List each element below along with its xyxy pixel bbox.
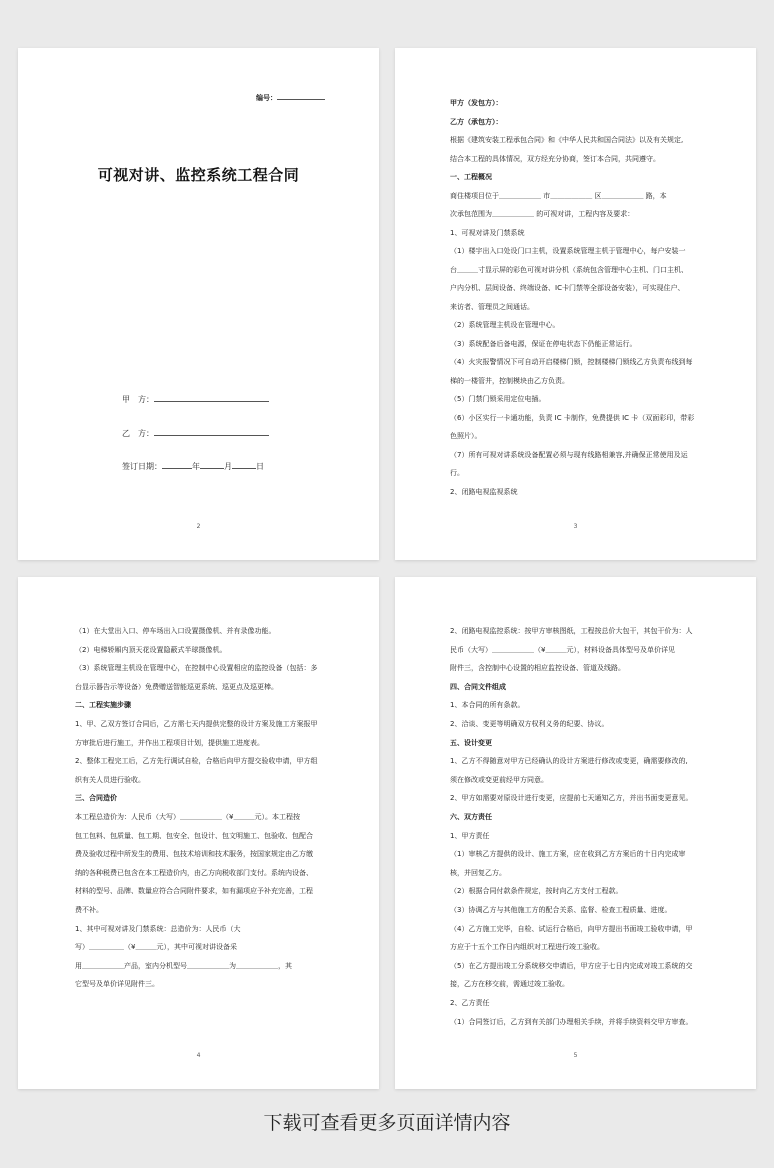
section-heading: 三、合同造价 (75, 794, 117, 803)
body-text-line: 写）＿＿＿＿＿（¥＿＿＿元），其中可视对讲设备采 (75, 943, 237, 952)
body-text-line: 1、乙方不得随意对甲方已经确认的设计方案进行修改或变更，确需要修改的, (450, 757, 688, 766)
contract-title: 可视对讲、监控系统工程合同 (97, 166, 300, 184)
body-text-line: 2、洽谈、变更等明确双方权利义务的纪要、协议。 (450, 720, 609, 728)
body-text-line: 接，乙方在移交前，需通过竣工验收。 (450, 980, 569, 989)
body-text-line: （3）系统配备后备电源，保证在停电状态下仍能正常运行。 (450, 339, 637, 348)
body-text-line: 用＿＿＿＿＿＿产品，室内分机型号＿＿＿＿＿＿为＿＿＿＿＿＿，其 (75, 961, 292, 970)
body-text-line: 1、甲、乙双方签订合同后，乙方需七天内提供完整的设计方案及施工方案报甲 (75, 720, 318, 728)
body-text-line: （1）楼宇出入口处设门口主机，设置系统管理主机于管理中心，每户安装一 (450, 247, 686, 255)
contract-number-field (256, 93, 325, 103)
document-page-5 (395, 577, 756, 1089)
body-text-line: 2、闭路电视监控系统：按甲方审核图纸，工程按总价大包干，其包干价为：人 (450, 627, 693, 635)
body-text-line: 本工程总造价为：人民币（大写）＿＿＿＿＿＿（¥＿＿＿元）。本工程按 (75, 813, 300, 821)
body-text-line: 方应于十五个工作日内组织对工程进行竣工验收。 (450, 943, 604, 952)
page-number: 2 (196, 523, 201, 530)
section-heading: 六、双方责任 (450, 813, 492, 821)
body-text-line: 户内分机、层间设备、终端设备、IC卡门禁等全部设备安装），可实现住户、 (450, 284, 685, 292)
body-text-line: 2、乙方责任 (450, 999, 490, 1007)
body-text-line: 台显示器告示等设备）免费赠送智能巡更系统、巡更点及巡更棒。 (75, 682, 278, 691)
page-number: 5 (573, 1052, 578, 1059)
section-heading: 乙方（承包方）： (450, 117, 503, 126)
contract-number-label: 编号： (256, 94, 277, 102)
body-text-line: （1）审核乙方提供的设计、施工方案，应在收到乙方方案后的十日内完成审 (450, 850, 686, 859)
document-page-cover (18, 48, 379, 560)
body-text-line: 1、其中可视对讲及门禁系统：总造价为：人民币（大 (75, 924, 241, 933)
body-text-line: 色照片）。 (450, 432, 482, 440)
body-text-line: 纳的各种税费已包含在本工程造价内，由乙方向税收部门支付。系统内设备、 (75, 868, 313, 877)
body-text-line: （7）所有可视对讲系统设备配置必须与现有线路相兼容,并确保正常使用及运 (450, 450, 688, 459)
body-text-line: 次承包范围为＿＿＿＿＿＿ 的可视对讲，工程内容及要求： (450, 210, 635, 218)
body-text-line: （3）系统管理主机设在管理中心，在控制中心设置相应的监控设备（包括：多 (75, 664, 318, 673)
body-text-line: （2）电梯轿厢内顶天花设置隐蔽式半球摄像机。 (75, 645, 227, 654)
body-text-line: 行。 (450, 469, 464, 477)
body-text-line: 材料的型号、品牌、数量应符合合同附件要求，如有漏项应予补充完善，工程 (75, 887, 313, 896)
page-number: 3 (573, 523, 578, 530)
body-text-line: 费及验收过程中所发生的费用、包技术培训和技术服务，按国家规定由乙方缴 (75, 850, 313, 859)
body-text-line: 须在修改或变更前经甲方同意。 (450, 775, 548, 784)
party-b-label: 乙 方： (122, 429, 154, 438)
body-text-line: 它型号及单价详见附件三。 (75, 980, 159, 989)
body-text-line: 台＿＿＿寸显示屏的彩色可视对讲分机（系统包含管理中心主机、门口主机、 (450, 265, 688, 274)
party-a-field (122, 394, 269, 405)
body-text-line: 商住楼项目位于＿＿＿＿＿＿ 市＿＿＿＿＿＿ 区＿＿＿＿＿＿ 路，本 (450, 191, 667, 200)
page-number: 4 (196, 1052, 201, 1059)
party-b-field (122, 428, 269, 439)
body-text-line: （4）乙方施工完毕，自检、试运行合格后，向甲方提出书面竣工验收申请，甲 (450, 924, 693, 933)
document-page-4 (18, 577, 379, 1089)
body-text-line: 1、可视对讲及门禁系统 (450, 228, 525, 237)
section-heading: 五、设计变更 (450, 738, 492, 747)
body-text-line: 结合本工程的具体情况，双方经充分协商，签订本合同，共同遵守。 (450, 154, 660, 163)
party-a-label: 甲 方： (122, 395, 154, 404)
section-heading: 甲方（发包方）： (450, 99, 503, 107)
body-text-line: （3）协调乙方与其他施工方的配合关系、监督、检查工程质量、进度。 (450, 906, 672, 914)
body-text-line: 民币（大写）＿＿＿＿＿＿（¥＿＿＿元），材料设备具体型号及单价详见 (450, 645, 675, 654)
body-text-line: （2）系统管理主机设在管理中心。 (450, 321, 560, 329)
sign-month-label: 月 (224, 462, 232, 471)
body-text-line: 来访者、管理员之间通话。 (450, 302, 534, 311)
sign-date-label: 签订日期： (122, 462, 162, 471)
body-text-line: （1）合同签订后，乙方到有关部门办理相关手续，并将手续资料交甲方审查。 (450, 1017, 693, 1026)
document-page-3 (395, 48, 756, 560)
body-text-line: 1、甲方责任 (450, 831, 490, 840)
download-more-banner[interactable]: 下载可查看更多页面详情内容 (263, 1112, 511, 1134)
body-text-line: （2）根据合同付款条件规定，按时向乙方支付工程款。 (450, 887, 623, 896)
section-heading: 一、工程概况 (450, 173, 492, 181)
section-heading: 四、合同文件组成 (450, 682, 506, 691)
body-text-line: （6）小区实行一卡通功能，负责 IC 卡制作，免费提供 IC 卡（双面彩印，带彩 (450, 413, 695, 422)
body-text-line: （4）火灾报警情况下可自动开启楼梯门锁，控制楼梯门锁线乙方负责布线到每 (450, 358, 693, 366)
body-text-line: 1、本合同的所有条款。 (450, 701, 525, 710)
section-heading: 二、工程实施步骤 (75, 701, 131, 710)
sign-year-label: 年 (192, 462, 200, 471)
body-text-line: 2、甲方如需要对原设计进行变更，应提前七天通知乙方，并出书面变更意见。 (450, 794, 693, 803)
body-text-line: 核，并回复乙方。 (450, 868, 506, 877)
body-text-line: （1）在大堂出入口、停车场出入口设置摄像机、并有录像功能。 (75, 627, 276, 635)
body-text-line: 费不补。 (75, 906, 103, 914)
body-text-line: 织有关人员进行验收。 (75, 775, 145, 784)
body-text-line: （5）在乙方提出竣工分系统移交申请后，甲方应于七日内完成对竣工系统的交 (450, 961, 693, 970)
body-text-line: 附件三，含控制中心设置的相应监控设备、管道及线路。 (450, 664, 625, 673)
body-text-line: （5）门禁门锁采用定位电插。 (450, 395, 546, 403)
body-text-line: 2、闭路电视监视系统 (450, 487, 518, 496)
body-text-line: 梯的一楼管井，控制模块由乙方负责。 (450, 376, 569, 385)
sign-day-label: 日 (256, 462, 264, 471)
body-text-line: 方审批后进行施工，并作出工程项目计划，提供施工进度表。 (75, 738, 264, 747)
sign-date-field (122, 461, 264, 472)
body-text-line: 包工包料、包质量、包工期、包安全、包设计、包文明施工、包验收、包配合 (75, 831, 313, 840)
body-text-line: 根据《建筑安装工程承包合同》和《中华人民共和国合同法》以及有关规定, (450, 136, 684, 144)
body-text-line: 2、整体工程完工后，乙方先行调试自检，合格后向甲方提交验收申请，甲方组 (75, 757, 318, 766)
